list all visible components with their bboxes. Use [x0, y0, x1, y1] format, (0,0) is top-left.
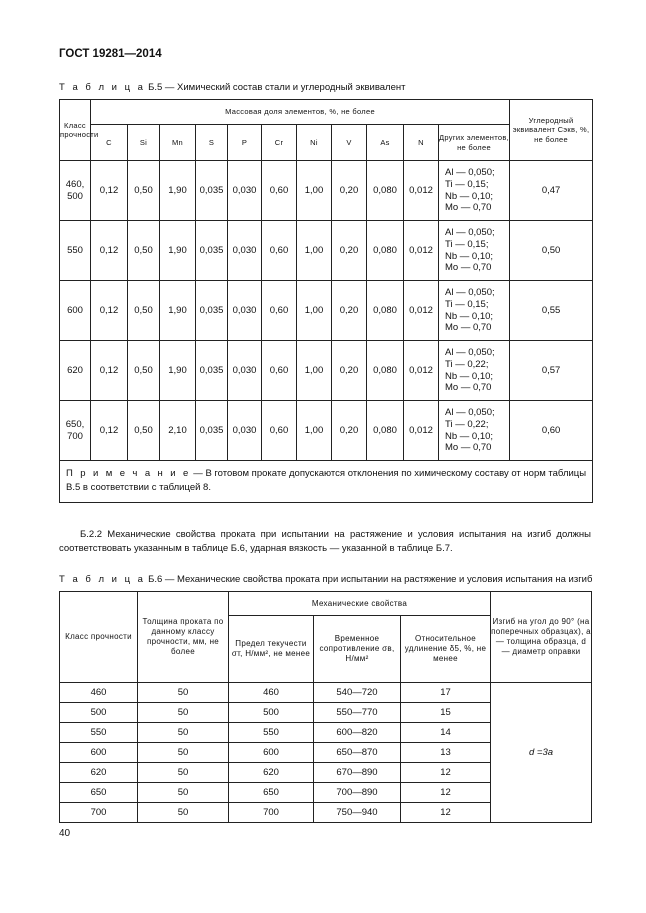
cell-value: 2,10	[160, 401, 196, 461]
table-b6-caption	[59, 574, 592, 585]
cell-cls: 500	[60, 703, 138, 723]
table-row	[60, 401, 593, 461]
table-row	[60, 100, 593, 125]
cell-value: 0,60	[262, 221, 297, 281]
cell-tensile: 700—890	[314, 783, 401, 803]
header-class: Класс прочности	[60, 592, 138, 683]
other-element-line: Mo — 0,70	[445, 262, 492, 274]
header-other-elements: Других элементов, не более	[439, 125, 510, 161]
paragraph-b2-2: Б.2.2 Механические свойства проката при испытании на растяжение и условия испытания на изгиб должны соответствовать указанным в таблице Б.6, ударная вязкость — указанной в таблице Б.7.	[59, 529, 591, 554]
header-element: N	[404, 125, 439, 161]
cell-thick: 50	[138, 803, 229, 823]
cell-thick: 50	[138, 723, 229, 743]
cell-yield: 550	[229, 723, 314, 743]
cell-value: 0,030	[228, 161, 262, 221]
cell-value: 1,00	[297, 281, 332, 341]
cell-value: 0,035	[196, 341, 228, 401]
cell-value: 0,20	[332, 341, 367, 401]
cell-value: 1,00	[297, 221, 332, 281]
cell-tensile: 670—890	[314, 763, 401, 783]
cell-cls: 700	[60, 803, 138, 823]
other-element-line: Nb — 0,10;	[445, 190, 494, 202]
cell-value: 0,20	[332, 281, 367, 341]
cell-value: 0,035	[196, 281, 228, 341]
cell-cls: 550	[60, 723, 138, 743]
cell-elong: 12	[401, 803, 491, 823]
other-element-line: Nb — 0,10;	[445, 310, 494, 322]
header-element: As	[367, 125, 404, 161]
cell-yield: 700	[229, 803, 314, 823]
cell-value: 0,080	[367, 161, 404, 221]
header-carbon-equivalent: Углеродный эквивалент Сэкв, %, не более	[510, 100, 593, 161]
cell-value: 0,60	[262, 401, 297, 461]
other-element-line: Mo — 0,70	[445, 322, 492, 334]
cell-yield: 620	[229, 763, 314, 783]
other-element-line: Nb — 0,10;	[445, 370, 494, 382]
cell-carbon-equivalent: 0,50	[510, 221, 593, 281]
table-b5-caption-prefix: Т а б л и ц а	[59, 82, 146, 93]
note-text: — В готовом прокате допускаются отклонения по химическому составу от норм таблицы В.5 в соответствии с таблицей 8.	[66, 468, 587, 493]
cell-value: 0,50	[128, 161, 160, 221]
table-row	[60, 592, 592, 616]
cell-elong: 14	[401, 723, 491, 743]
cell-value: 0,012	[404, 221, 439, 281]
table-row	[60, 281, 593, 341]
cell-elong: 15	[401, 703, 491, 723]
cell-other-elements	[439, 161, 510, 221]
cell-yield: 460	[229, 683, 314, 703]
cell-cls: 650	[60, 783, 138, 803]
cell-elong: 13	[401, 743, 491, 763]
cell-value: 0,030	[228, 281, 262, 341]
header-yield-strength: Предел текучести σт, Н/мм², не менее	[229, 616, 314, 683]
cell-bend-value: d =3a	[491, 683, 592, 823]
cell-elong: 12	[401, 783, 491, 803]
cell-value: 0,035	[196, 401, 228, 461]
cell-value: 0,50	[128, 281, 160, 341]
table-b6	[59, 591, 592, 823]
cell-thick: 50	[138, 703, 229, 723]
table-note	[60, 461, 593, 503]
cell-value: 0,030	[228, 341, 262, 401]
cell-value: 0,50	[128, 341, 160, 401]
cell-value: 1,90	[160, 221, 196, 281]
cell-yield: 500	[229, 703, 314, 723]
cell-value: 0,012	[404, 281, 439, 341]
cell-cls: 460	[60, 683, 138, 703]
cell-class: 550	[60, 221, 91, 281]
cell-value: 0,030	[228, 221, 262, 281]
table-row	[60, 341, 593, 401]
header-tensile-strength: Временное сопротивление σв, Н/мм²	[314, 616, 401, 683]
cell-value: 0,20	[332, 221, 367, 281]
cell-thick: 50	[138, 743, 229, 763]
cell-elong: 12	[401, 763, 491, 783]
cell-thick: 50	[138, 763, 229, 783]
cell-value: 1,90	[160, 161, 196, 221]
cell-carbon-equivalent: 0,55	[510, 281, 593, 341]
cell-value: 0,50	[128, 221, 160, 281]
table-row	[60, 221, 593, 281]
cell-value: 0,12	[91, 161, 128, 221]
cell-value: 1,00	[297, 341, 332, 401]
cell-cls: 620	[60, 763, 138, 783]
cell-elong: 17	[401, 683, 491, 703]
table-b5-caption-text: Б.5 — Химический состав стали и углеродный эквивалент	[148, 82, 406, 93]
other-element-line: Al — 0,050;	[445, 406, 495, 418]
cell-value: 1,00	[297, 161, 332, 221]
header-element: S	[196, 125, 228, 161]
document-header: ГОСТ 19281—2014	[59, 48, 162, 60]
cell-tensile: 650—870	[314, 743, 401, 763]
cell-value: 0,080	[367, 401, 404, 461]
cell-value: 0,60	[262, 161, 297, 221]
other-element-line: Mo — 0,70	[445, 382, 492, 394]
other-element-line: Al — 0,050;	[445, 346, 495, 358]
header-bend: Изгиб на угол до 90° (на поперечных образцах), a — толщина образца, d — диаметр оправки	[491, 592, 592, 683]
cell-tensile: 550—770	[314, 703, 401, 723]
other-element-line: Al — 0,050;	[445, 226, 495, 238]
header-element: V	[332, 125, 367, 161]
cell-carbon-equivalent: 0,60	[510, 401, 593, 461]
cell-value: 1,90	[160, 341, 196, 401]
cell-value: 0,012	[404, 161, 439, 221]
other-element-line: Mo — 0,70	[445, 442, 492, 454]
cell-value: 0,12	[91, 281, 128, 341]
header-element: Si	[128, 125, 160, 161]
table-b5	[59, 99, 593, 503]
other-element-line: Ti — 0,22;	[445, 358, 489, 370]
cell-tensile: 750—940	[314, 803, 401, 823]
cell-class: 620	[60, 341, 91, 401]
cell-value: 0,20	[332, 161, 367, 221]
other-element-line: Al — 0,050;	[445, 166, 495, 178]
cell-class: 600	[60, 281, 91, 341]
header-thickness: Толщина проката по данному классу прочности, мм, не более	[138, 592, 229, 683]
cell-value: 0,12	[91, 221, 128, 281]
cell-value: 0,080	[367, 221, 404, 281]
cell-tensile: 600—820	[314, 723, 401, 743]
cell-value: 0,080	[367, 281, 404, 341]
cell-value: 0,12	[91, 401, 128, 461]
cell-other-elements	[439, 341, 510, 401]
cell-value: 0,60	[262, 281, 297, 341]
cell-value: 0,12	[91, 341, 128, 401]
cell-other-elements	[439, 281, 510, 341]
cell-thick: 50	[138, 683, 229, 703]
table-b5-caption	[59, 82, 405, 93]
cell-value: 0,080	[367, 341, 404, 401]
cell-carbon-equivalent: 0,57	[510, 341, 593, 401]
other-element-line: Nb — 0,10;	[445, 430, 494, 442]
cell-tensile: 540—720	[314, 683, 401, 703]
table-b6-caption-prefix: Т а б л и ц а	[59, 574, 146, 585]
cell-yield: 600	[229, 743, 314, 763]
other-element-line: Nb — 0,10;	[445, 250, 494, 262]
note-label: П р и м е ч а н и е	[66, 468, 191, 479]
note-row	[60, 461, 593, 503]
other-element-line: Al — 0,050;	[445, 286, 495, 298]
table-b6-caption-text: Б.6 — Механические свойства проката при испытании на растяжение и условия испытания на изгиб	[148, 574, 593, 585]
header-element: Cr	[262, 125, 297, 161]
header-elongation: Относительное удлинение δ5, %, не менее	[401, 616, 491, 683]
header-element: P	[228, 125, 262, 161]
page-number: 40	[59, 828, 71, 839]
cell-value: 0,030	[228, 401, 262, 461]
cell-cls: 600	[60, 743, 138, 763]
cell-value: 1,90	[160, 281, 196, 341]
cell-value: 0,50	[128, 401, 160, 461]
cell-class: 460, 500	[60, 161, 91, 221]
header-mass-fraction: Массовая доля элементов, %, не более	[91, 100, 510, 125]
other-element-line: Mo — 0,70	[445, 202, 492, 214]
cell-value: 0,035	[196, 221, 228, 281]
header-element: Ni	[297, 125, 332, 161]
other-element-line: Ti — 0,15;	[445, 178, 489, 190]
cell-value: 0,035	[196, 161, 228, 221]
other-element-line: Ti — 0,22;	[445, 418, 489, 430]
cell-carbon-equivalent: 0,47	[510, 161, 593, 221]
cell-other-elements	[439, 401, 510, 461]
other-element-line: Ti — 0,15;	[445, 238, 489, 250]
header-element: Mn	[160, 125, 196, 161]
table-row	[60, 683, 592, 703]
other-element-line: Ti — 0,15;	[445, 298, 489, 310]
cell-yield: 650	[229, 783, 314, 803]
cell-value: 0,012	[404, 401, 439, 461]
cell-value: 0,20	[332, 401, 367, 461]
cell-value: 0,60	[262, 341, 297, 401]
cell-thick: 50	[138, 783, 229, 803]
cell-value: 0,012	[404, 341, 439, 401]
header-class: Класс прочности	[60, 100, 91, 161]
cell-class: 650, 700	[60, 401, 91, 461]
table-row	[60, 161, 593, 221]
header-mechanical-properties: Механические свойства	[229, 592, 491, 616]
cell-other-elements	[439, 221, 510, 281]
cell-value: 1,00	[297, 401, 332, 461]
header-element: C	[91, 125, 128, 161]
